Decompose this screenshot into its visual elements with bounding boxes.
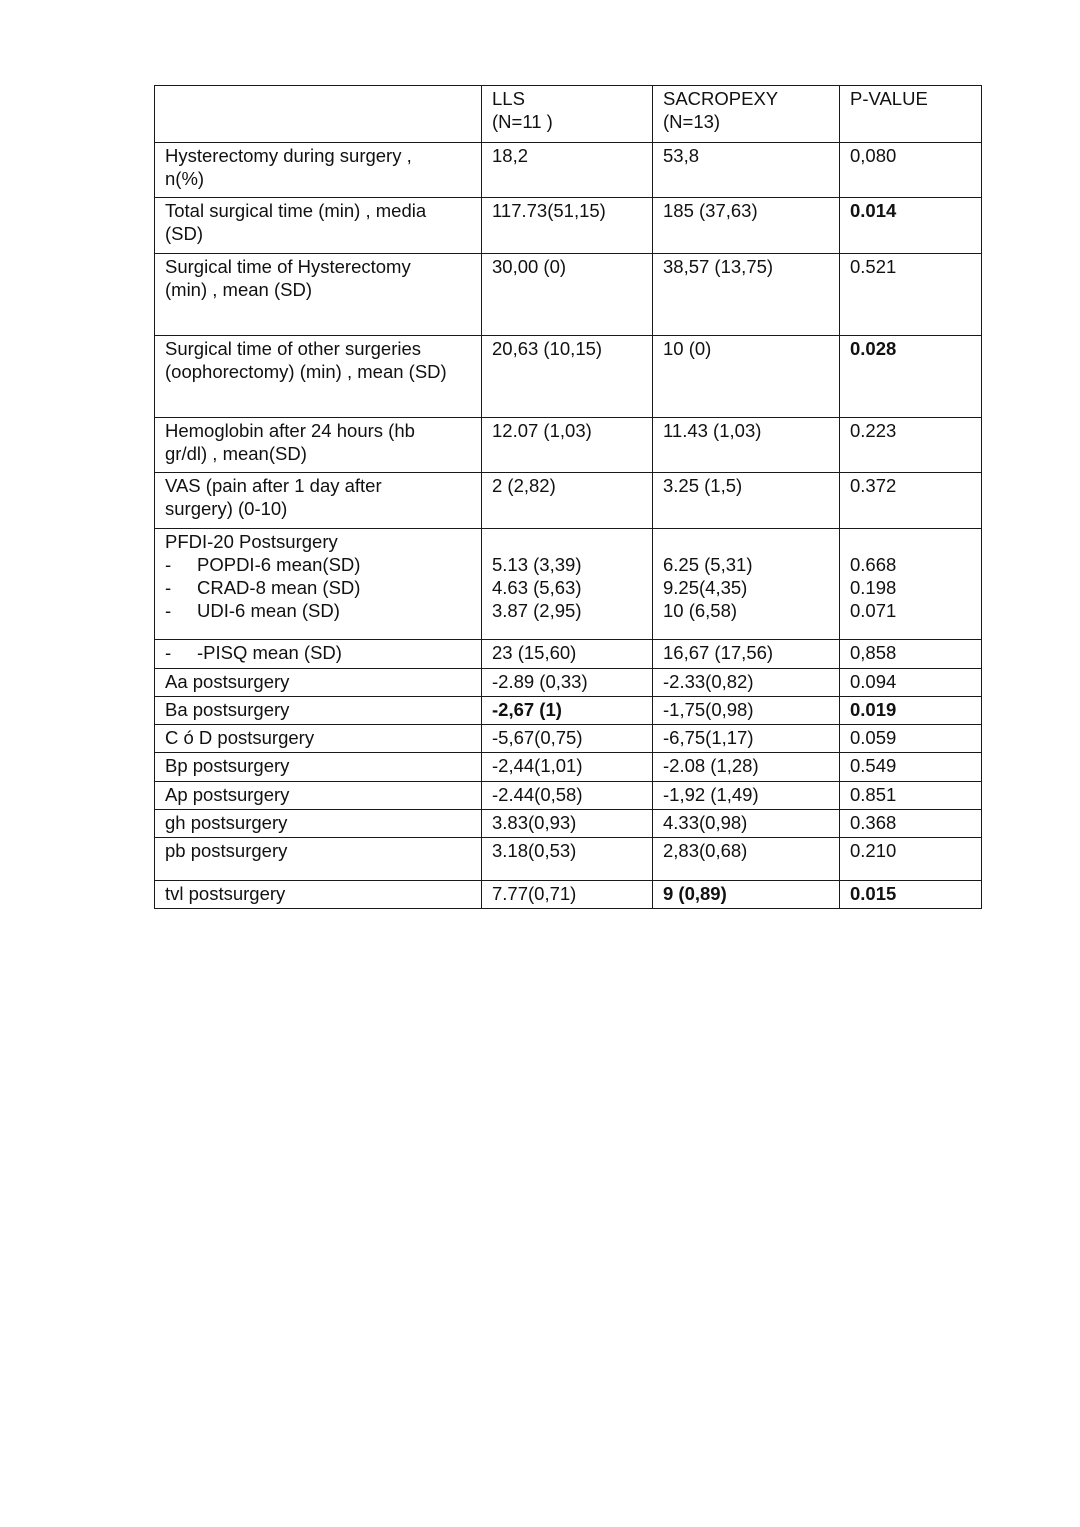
lls-value-cell: 2 (2,82) bbox=[482, 473, 653, 529]
sacropexy-value-cell: -6,75(1,17) bbox=[653, 725, 840, 753]
pfdi-sub-value: 0.071 bbox=[850, 600, 897, 621]
lls-value-cell: -2.89 (0,33) bbox=[482, 669, 653, 697]
results-table bbox=[154, 85, 982, 909]
row-label-cell: Hemoglobin after 24 hours (hb gr/dl) , mean(SD) bbox=[155, 418, 482, 473]
table-row bbox=[155, 725, 982, 753]
pfdi-sub-label: POPDI-6 mean(SD) bbox=[197, 554, 361, 575]
table-row bbox=[155, 810, 982, 838]
sacropexy-value-cell: -1,75(0,98) bbox=[653, 697, 840, 725]
row-label-text: Aa postsurgery bbox=[165, 671, 290, 692]
row-label-cell bbox=[155, 697, 482, 725]
sacropexy-value-cell: 10 (0) bbox=[653, 336, 840, 418]
lls-value-cell: -2.44(0,58) bbox=[482, 782, 653, 810]
table-row bbox=[155, 473, 982, 529]
pvalue-cell: 0.094 bbox=[840, 669, 982, 697]
list-dash: - bbox=[165, 600, 172, 621]
table-row bbox=[155, 640, 982, 669]
row-label-text: C ó D postsurgery bbox=[165, 727, 315, 748]
lls-value-cell: 3.83(0,93) bbox=[482, 810, 653, 838]
pvalue-cell: 0.019 bbox=[840, 697, 982, 725]
pvalue-cell: 0,858 bbox=[840, 640, 982, 669]
sacropexy-value-cell: 11.43 (1,03) bbox=[653, 418, 840, 473]
sacropexy-value-cell: 4.33(0,98) bbox=[653, 810, 840, 838]
row-label-cell bbox=[155, 838, 482, 881]
pvalue-cell: 0,080 bbox=[840, 143, 982, 198]
pfdi-sacropexy-cell bbox=[653, 529, 840, 640]
pvalue-cell: 0.851 bbox=[840, 782, 982, 810]
row-label-cell bbox=[155, 640, 482, 669]
pfdi-label-cell bbox=[155, 529, 482, 640]
pvalue-cell: 0.015 bbox=[840, 881, 982, 909]
row-label-text: -PISQ mean (SD) bbox=[197, 642, 342, 663]
row-label-text: Ap postsurgery bbox=[165, 784, 290, 805]
row-label-text: Bp postsurgery bbox=[165, 755, 290, 776]
sacropexy-value-cell: 53,8 bbox=[653, 143, 840, 198]
pfdi-sub-value: 9.25(4,35) bbox=[663, 577, 748, 598]
list-dash: - bbox=[165, 577, 172, 598]
pfdi-lls-cell bbox=[482, 529, 653, 640]
header-pvalue-cell: P-VALUE bbox=[840, 86, 982, 143]
table-row bbox=[155, 782, 982, 810]
lls-value-cell: -2,67 (1) bbox=[482, 697, 653, 725]
row-label-cell bbox=[155, 782, 482, 810]
lls-value-cell: -2,44(1,01) bbox=[482, 753, 653, 782]
pfdi-sub-value: 4.63 (5,63) bbox=[492, 577, 582, 598]
table-row bbox=[155, 881, 982, 909]
header-sacropexy-cell: SACROPEXY (N=13) bbox=[653, 86, 840, 143]
row-label-cell bbox=[155, 725, 482, 753]
table-row bbox=[155, 418, 982, 473]
lls-value-cell: -5,67(0,75) bbox=[482, 725, 653, 753]
row-label-cell bbox=[155, 753, 482, 782]
pfdi-sub-value: 5.13 (3,39) bbox=[492, 554, 582, 575]
lls-value-cell: 18,2 bbox=[482, 143, 653, 198]
sacropexy-value-cell: -2.33(0,82) bbox=[653, 669, 840, 697]
table-row bbox=[155, 697, 982, 725]
lls-value-cell: 20,63 (10,15) bbox=[482, 336, 653, 418]
list-dash: - bbox=[165, 554, 172, 575]
lls-value-cell: 7.77(0,71) bbox=[482, 881, 653, 909]
table-row bbox=[155, 669, 982, 697]
lls-value-cell: 30,00 (0) bbox=[482, 254, 653, 336]
header-blank-cell bbox=[155, 86, 482, 143]
sacropexy-value-cell: 16,67 (17,56) bbox=[653, 640, 840, 669]
sacropexy-value-cell: 3.25 (1,5) bbox=[653, 473, 840, 529]
sacropexy-value-cell: -1,92 (1,49) bbox=[653, 782, 840, 810]
row-label-text: Ba postsurgery bbox=[165, 699, 290, 720]
pfdi-sub-value: 10 (6,58) bbox=[663, 600, 738, 621]
table-row bbox=[155, 753, 982, 782]
pvalue-cell: 0.210 bbox=[840, 838, 982, 881]
sacropexy-value-cell: 2,83(0,68) bbox=[653, 838, 840, 881]
pfdi-sub-item bbox=[165, 576, 472, 599]
table-row bbox=[155, 254, 982, 336]
row-label-text: pb postsurgery bbox=[165, 840, 288, 861]
header-lls-cell: LLS (N=11 ) bbox=[482, 86, 653, 143]
pfdi-pvalue-cell bbox=[840, 529, 982, 640]
pfdi-title: PFDI-20 Postsurgery bbox=[165, 531, 338, 552]
lls-value-cell: 23 (15,60) bbox=[482, 640, 653, 669]
list-dash: - bbox=[165, 642, 172, 663]
lls-value-cell: 117.73(51,15) bbox=[482, 198, 653, 254]
row-label-cell: Surgical time of Hysterectomy (min) , mean (SD) bbox=[155, 254, 482, 336]
pfdi-sub-item bbox=[165, 599, 472, 622]
table-header-row bbox=[155, 86, 982, 143]
pvalue-cell: 0.372 bbox=[840, 473, 982, 529]
sacropexy-value-cell: 185 (37,63) bbox=[653, 198, 840, 254]
pvalue-cell: 0.014 bbox=[840, 198, 982, 254]
pfdi-sub-label: CRAD-8 mean (SD) bbox=[197, 577, 361, 598]
lls-value-cell: 12.07 (1,03) bbox=[482, 418, 653, 473]
pvalue-cell: 0.059 bbox=[840, 725, 982, 753]
table-row bbox=[155, 143, 982, 198]
row-label-cell: Hysterectomy during surgery , n(%) bbox=[155, 143, 482, 198]
pfdi-sub-value: 6.25 (5,31) bbox=[663, 554, 753, 575]
pfdi-sub-value: 3.87 (2,95) bbox=[492, 600, 582, 621]
sacropexy-value-cell: 38,57 (13,75) bbox=[653, 254, 840, 336]
row-label-cell bbox=[155, 669, 482, 697]
pvalue-cell: 0.028 bbox=[840, 336, 982, 418]
pvalue-cell: 0.521 bbox=[840, 254, 982, 336]
lls-value-cell: 3.18(0,53) bbox=[482, 838, 653, 881]
row-label-cell: Total surgical time (min) , media (SD) bbox=[155, 198, 482, 254]
pvalue-cell: 0.368 bbox=[840, 810, 982, 838]
table-row bbox=[155, 336, 982, 418]
sacropexy-value-cell: -2.08 (1,28) bbox=[653, 753, 840, 782]
pfdi-sub-label: UDI-6 mean (SD) bbox=[197, 600, 340, 621]
pfdi-sub-item bbox=[165, 553, 472, 576]
row-label-cell: Surgical time of other surgeries (oophorectomy) (min) , mean (SD) bbox=[155, 336, 482, 418]
row-label-cell bbox=[155, 810, 482, 838]
pvalue-cell: 0.549 bbox=[840, 753, 982, 782]
pfdi-row bbox=[155, 529, 982, 640]
row-label-text: gh postsurgery bbox=[165, 812, 288, 833]
row-label-text: tvl postsurgery bbox=[165, 883, 286, 904]
table-row bbox=[155, 198, 982, 254]
row-label-cell bbox=[155, 881, 482, 909]
pfdi-sub-value: 0.198 bbox=[850, 577, 897, 598]
pvalue-cell: 0.223 bbox=[840, 418, 982, 473]
table-row bbox=[155, 838, 982, 881]
sacropexy-value-cell: 9 (0,89) bbox=[653, 881, 840, 909]
row-label-cell: VAS (pain after 1 day after surgery) (0-10) bbox=[155, 473, 482, 529]
pfdi-sub-value: 0.668 bbox=[850, 554, 897, 575]
